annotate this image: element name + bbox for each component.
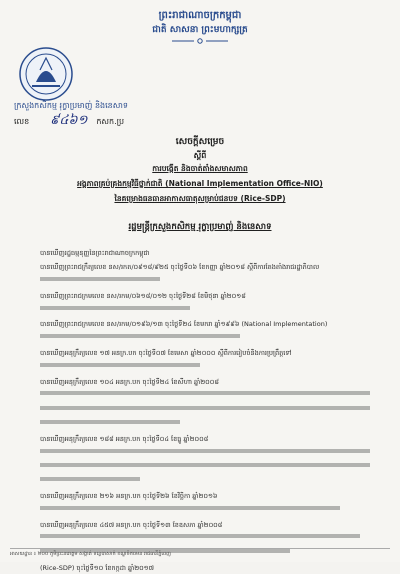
body-line: បានឃើញអនុក្រឹត្យលេខ ២១៦ អនក្រ.បក ចុះថ្ងៃទី២៦ ខែវិច្ឆិកា ឆ្នាំ២០១៦: [40, 492, 218, 501]
reference-number-handwritten: ៩៤៦១: [50, 113, 88, 128]
body-line-filler: [40, 354, 385, 365]
body-line: បានឃើញអនុក្រឹត្យលេខ ១៨៨ អនក្រ.បក ចុះថ្ងៃទី០៤ ខែធ្នូ ឆ្នាំ២០០៨: [40, 434, 209, 443]
body-line: បានឃើញព្រះរាជក្រមលេខ នស/រកម/០៦១៨/០១២ ចុះថ្ងៃទី២៨ ខែមិថុនា ឆ្នាំ២០១៨: [40, 291, 246, 300]
body-line: បានឃើញអនុក្រឹត្យលេខ ៤៥៧ អនក្រ.បក ចុះថ្ងៃទី១៣ ខែឧសភា ឆ្នាំ២០០៨: [40, 520, 223, 529]
body-line-filler: [40, 383, 385, 394]
body-line-filler: [40, 326, 385, 337]
body-text: [40, 240, 385, 572]
body-line: បានឃើញព្រះរាជក្រឹត្យលេខ នស/រកត/០៩១៨/៩២៥ ចុះថ្ងៃទី០៦ ខែកញ្ញា ឆ្នាំ២០១៨ ស្តីពីការតែងតាំងរាជរដ្ឋាភិបាល: [40, 263, 320, 272]
document-type: សេចក្តីសម្រេច: [175, 137, 225, 147]
body-line-filler: [40, 412, 385, 423]
body-line-filler: [40, 526, 385, 537]
body-line-filler: [40, 469, 385, 480]
reference-suffix: កសក.ប្រ: [96, 117, 125, 126]
subject-line-1: ការបង្កើត និងចាត់តាំងសមាសភាព: [152, 164, 248, 173]
subject-line-3: នៃគម្រោងធនធានអាកាសធាតុសម្រាប់ជនបទ (Rice-SDP): [114, 194, 286, 203]
body-line: បានឃើញអនុក្រឹត្យលេខ ១៧ អនក្រ.បក ចុះថ្ងៃទី០៧ ខែមេសា ឆ្នាំ២០០០ ស្តីពីការរៀបចំនិងការប្រព្រឹត្តទៅ: [40, 349, 292, 358]
body-line-filler: [40, 269, 385, 280]
body-line: បានឃើញអនុក្រឹត្យលេខ ១០៤ អនក្រ.បក ចុះថ្ងៃទី២៤ ខែសីហា ឆ្នាំ២០០៨: [40, 377, 219, 386]
body-line: (Rice-SDP) ចុះថ្ងៃទី១០ ខែកក្កដា ឆ្នាំ២០១៧: [40, 563, 154, 572]
ministry-name: ក្រសួងកសិកម្ម រុក្ខាប្រមាញ់ និងនេសាទ: [14, 101, 128, 110]
body-line-filler: [40, 297, 385, 308]
subject-line-2: អង្គភាពគ្រប់គ្រងកម្មវិធីថ្នាក់ជាតិ (National Implementation Office-NIO): [77, 179, 323, 188]
minister-subheader: រដ្ឋមន្ត្រីក្រសួងកសិកម្ម រុក្ខាប្រមាញ់ និងនេសាទ: [128, 222, 272, 232]
kingdom-header: ព្រះរាជាណាចក្រកម្ពុជា: [158, 10, 242, 21]
reference-label: លេខ: [14, 117, 30, 126]
footer-address: អាសយដ្ឋាន ៖ ២០០ ភូមិព្រះនរោត្តម សង្កាត់ ទន្លេបាសាក់ ខណ្ឌចំការមន រាជធានីភ្នំពេញ: [10, 548, 390, 558]
body-line: បានឃើញព្រះរាជក្រមលេខ នស/រកម/០១៩៦/១៣ ចុះថ្ងៃទី២៤ ខែមករា ឆ្នាំ១៩៩៦ (National Implementation): [40, 320, 328, 329]
body-line: បានឃើញរដ្ឋធម្មនុញ្ញនៃព្រះរាជាណាចក្រកម្ពុជា: [40, 249, 150, 257]
body-line-filler: [40, 497, 385, 508]
body-line-filler: [40, 440, 385, 451]
about-label: ស្តីពី: [193, 151, 207, 160]
motto-header: ជាតិ សាសនា ព្រះមហាក្សត្រ: [152, 25, 248, 35]
ornament-divider: [170, 38, 230, 44]
body-line-filler: [40, 454, 385, 465]
ministry-logo-seal: [18, 46, 74, 102]
body-line-filler: [40, 397, 385, 408]
